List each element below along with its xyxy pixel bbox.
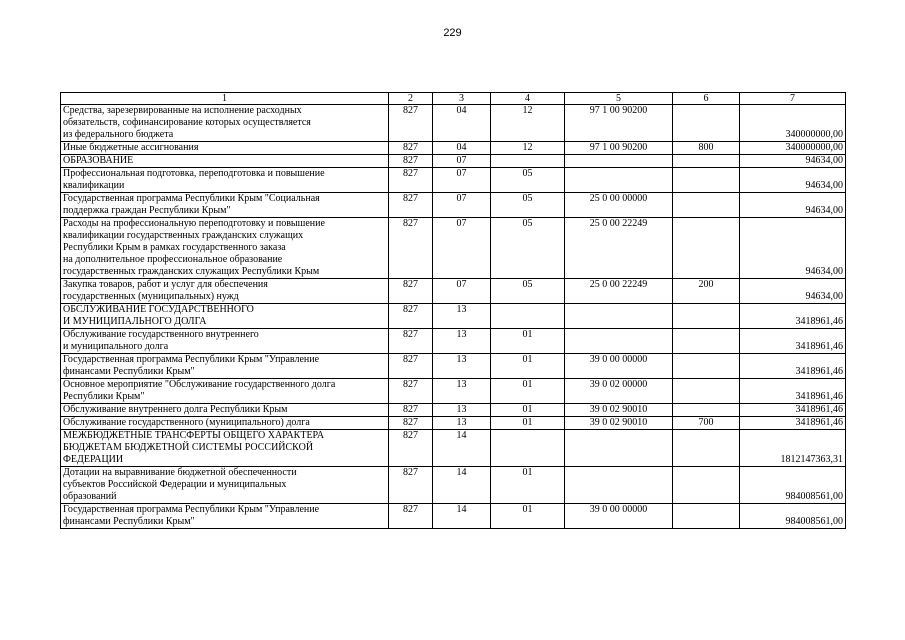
table-row (61, 354, 846, 379)
code-cell: 827 (389, 504, 433, 529)
item-name-cell: Расходы на профессиональную переподготовку и повышение квалификации государственных гражданских служащих Республики Крым в рамках государственного заказа на дополнительное профессиональное образование государственных гражданских служащих Республики Крым (61, 218, 389, 279)
subsection-cell: 01 (491, 467, 565, 504)
target-article-cell: 25 0 00 22249 (565, 279, 673, 304)
item-name-cell: Государственная программа Республики Крым "Управление финансами Республики Крым" (61, 354, 389, 379)
code-cell: 827 (389, 430, 433, 467)
subsection-cell: 01 (491, 329, 565, 354)
item-name-cell: МЕЖБЮДЖЕТНЫЕ ТРАНСФЕРТЫ ОБЩЕГО ХАРАКТЕРА БЮДЖЕТАМ БЮДЖЕТНОЙ СИСТЕМЫ РОССИЙСКОЙ ФЕДЕРАЦИИ (61, 430, 389, 467)
subsection-cell: 05 (491, 193, 565, 218)
table-row (61, 404, 846, 417)
expense-type-cell: 200 (673, 279, 740, 304)
header-cell: 2 (389, 93, 433, 105)
expense-type-cell (673, 105, 740, 142)
expense-type-cell: 700 (673, 417, 740, 430)
item-name-cell: ОБРАЗОВАНИЕ (61, 155, 389, 168)
subsection-cell: 01 (491, 504, 565, 529)
section-cell: 07 (433, 193, 491, 218)
header-cell: 6 (673, 93, 740, 105)
item-name-cell: Иные бюджетные ассигнования (61, 142, 389, 155)
amount-cell: 340000000,00 (740, 142, 846, 155)
subsection-cell: 12 (491, 105, 565, 142)
subsection-cell (491, 304, 565, 329)
table-row (61, 430, 846, 467)
section-cell: 13 (433, 417, 491, 430)
target-article-cell (565, 430, 673, 467)
section-cell: 04 (433, 105, 491, 142)
target-article-cell: 39 0 02 00000 (565, 379, 673, 404)
code-cell: 827 (389, 379, 433, 404)
code-cell: 827 (389, 105, 433, 142)
page-number: 229 (443, 27, 462, 39)
expense-type-cell (673, 504, 740, 529)
amount-cell: 984008561,00 (740, 467, 846, 504)
code-cell: 827 (389, 193, 433, 218)
budget-table (60, 92, 846, 529)
amount-cell: 3418961,46 (740, 354, 846, 379)
expense-type-cell (673, 354, 740, 379)
item-name-cell: Дотации на выравнивание бюджетной обеспеченности субъектов Российской Федерации и муниципальных образований (61, 467, 389, 504)
header-cell: 4 (491, 93, 565, 105)
expense-type-cell (673, 304, 740, 329)
table-row (61, 379, 846, 404)
subsection-cell: 01 (491, 379, 565, 404)
table-row (61, 142, 846, 155)
subsection-cell: 01 (491, 354, 565, 379)
amount-cell: 94634,00 (740, 279, 846, 304)
item-name-cell: ОБСЛУЖИВАНИЕ ГОСУДАРСТВЕННОГО И МУНИЦИПАЛЬНОГО ДОЛГА (61, 304, 389, 329)
section-cell: 14 (433, 504, 491, 529)
target-article-cell (565, 168, 673, 193)
section-cell: 07 (433, 279, 491, 304)
table-row (61, 105, 846, 142)
table-row (61, 329, 846, 354)
section-cell: 13 (433, 329, 491, 354)
target-article-cell: 39 0 02 90010 (565, 404, 673, 417)
header-cell: 5 (565, 93, 673, 105)
expense-type-cell (673, 168, 740, 193)
section-cell: 04 (433, 142, 491, 155)
subsection-cell (491, 155, 565, 168)
expense-type-cell (673, 218, 740, 279)
item-name-cell: Обслуживание внутреннего долга Республики Крым (61, 404, 389, 417)
expense-type-cell (673, 155, 740, 168)
item-name-cell: Закупка товаров, работ и услуг для обеспечения государственных (муниципальных) нужд (61, 279, 389, 304)
item-name-cell: Государственная программа Республики Крым "Управление финансами Республики Крым" (61, 504, 389, 529)
amount-cell: 94634,00 (740, 155, 846, 168)
expense-type-cell (673, 379, 740, 404)
section-cell: 13 (433, 304, 491, 329)
section-cell: 14 (433, 467, 491, 504)
table-row (61, 155, 846, 168)
target-article-cell: 97 1 00 90200 (565, 142, 673, 155)
target-article-cell (565, 304, 673, 329)
code-cell: 827 (389, 354, 433, 379)
subsection-cell (491, 430, 565, 467)
code-cell: 827 (389, 279, 433, 304)
section-cell: 13 (433, 354, 491, 379)
table-row (61, 417, 846, 430)
subsection-cell: 01 (491, 404, 565, 417)
code-cell: 827 (389, 142, 433, 155)
target-article-cell (565, 155, 673, 168)
amount-cell: 984008561,00 (740, 504, 846, 529)
section-cell: 07 (433, 155, 491, 168)
amount-cell: 340000000,00 (740, 105, 846, 142)
subsection-cell: 01 (491, 417, 565, 430)
item-name-cell: Профессиональная подготовка, переподготовка и повышение квалификации (61, 168, 389, 193)
target-article-cell (565, 467, 673, 504)
item-name-cell: Обслуживание государственного (муниципального) долга (61, 417, 389, 430)
table-row (61, 279, 846, 304)
amount-cell: 1812147363,31 (740, 430, 846, 467)
section-cell: 07 (433, 218, 491, 279)
target-article-cell: 25 0 00 22249 (565, 218, 673, 279)
target-article-cell: 25 0 00 00000 (565, 193, 673, 218)
header-cell: 7 (740, 93, 846, 105)
item-name-cell: Основное мероприятие "Обслуживание государственного долга Республики Крым" (61, 379, 389, 404)
target-article-cell: 39 0 00 00000 (565, 504, 673, 529)
table-row (61, 193, 846, 218)
expense-type-cell (673, 404, 740, 417)
expense-type-cell (673, 329, 740, 354)
table-header-row (61, 93, 846, 105)
section-cell: 13 (433, 379, 491, 404)
item-name-cell: Обслуживание государственного внутреннего и муниципального долга (61, 329, 389, 354)
amount-cell: 3418961,46 (740, 379, 846, 404)
amount-cell: 3418961,46 (740, 404, 846, 417)
code-cell: 827 (389, 417, 433, 430)
target-article-cell: 39 0 02 90010 (565, 417, 673, 430)
amount-cell: 3418961,46 (740, 329, 846, 354)
target-article-cell: 39 0 00 00000 (565, 354, 673, 379)
code-cell: 827 (389, 404, 433, 417)
table-row (61, 218, 846, 279)
expense-type-cell (673, 430, 740, 467)
subsection-cell: 05 (491, 279, 565, 304)
table-row (61, 304, 846, 329)
amount-cell: 94634,00 (740, 168, 846, 193)
code-cell: 827 (389, 218, 433, 279)
item-name-cell: Государственная программа Республики Крым "Социальная поддержка граждан Республики Крым" (61, 193, 389, 218)
code-cell: 827 (389, 155, 433, 168)
code-cell: 827 (389, 467, 433, 504)
section-cell: 14 (433, 430, 491, 467)
expense-type-cell (673, 467, 740, 504)
amount-cell: 94634,00 (740, 218, 846, 279)
code-cell: 827 (389, 168, 433, 193)
expense-type-cell (673, 193, 740, 218)
section-cell: 07 (433, 168, 491, 193)
header-cell: 1 (61, 93, 389, 105)
table-row (61, 168, 846, 193)
code-cell: 827 (389, 329, 433, 354)
item-name-cell: Средства, зарезервированные на исполнение расходных обязательств, софинансирование которых осуществляется из федерального бюджета (61, 105, 389, 142)
subsection-cell: 05 (491, 168, 565, 193)
table-row (61, 504, 846, 529)
amount-cell: 94634,00 (740, 193, 846, 218)
target-article-cell (565, 329, 673, 354)
section-cell: 13 (433, 404, 491, 417)
amount-cell: 3418961,46 (740, 304, 846, 329)
target-article-cell: 97 1 00 90200 (565, 105, 673, 142)
header-cell: 3 (433, 93, 491, 105)
amount-cell: 3418961,46 (740, 417, 846, 430)
expense-type-cell: 800 (673, 142, 740, 155)
code-cell: 827 (389, 304, 433, 329)
table-row (61, 467, 846, 504)
subsection-cell: 12 (491, 142, 565, 155)
subsection-cell: 05 (491, 218, 565, 279)
